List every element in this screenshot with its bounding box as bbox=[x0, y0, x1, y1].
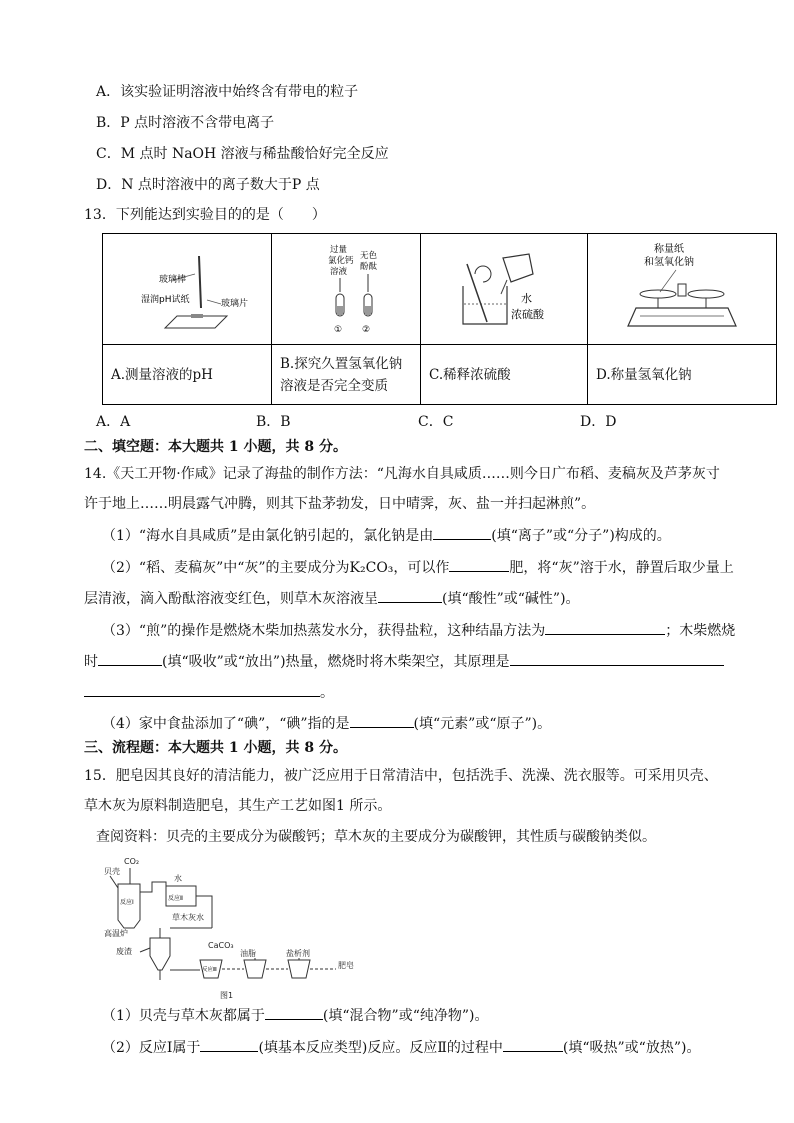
q14-blank-6[interactable] bbox=[510, 651, 724, 666]
svg-text:反应Ⅲ: 反应Ⅲ bbox=[202, 967, 217, 973]
svg-text:图1: 图1 bbox=[220, 991, 234, 1000]
q15-blank-3[interactable] bbox=[503, 1037, 563, 1052]
q13-cell-b-line1: B.探究久置氢氧化钠 bbox=[280, 355, 403, 372]
svg-text:②: ② bbox=[362, 325, 371, 335]
q13-choice-d: D．D bbox=[580, 414, 617, 430]
q13-image-c-cell bbox=[421, 234, 588, 345]
svg-text:高温炉: 高温炉 bbox=[104, 929, 128, 938]
q14-blank-7[interactable] bbox=[350, 713, 414, 728]
svg-text:草木灰水: 草木灰水 bbox=[172, 913, 204, 922]
q13-choice-a: A．A bbox=[96, 414, 131, 430]
q14-part4: （4）家中食盐添加了“碘”，“碘”指的是 (填“元素”或“原子”)。 bbox=[102, 713, 551, 734]
q15-part1: （1）贝壳与草木灰都属于 (填“混合物”或“纯净物”)。 bbox=[102, 1005, 488, 1026]
q14-part1: （1）“海水自具咸质”是由氯化钠引起的，氯化钠是由 (填“离子”或“分子”)构成的。 bbox=[102, 525, 671, 546]
q14-part2-line1: （2）“稻、麦稿灰”中“灰”的主要成分为K₂CO₃，可以作 肥，将“灰”溶于水，静置后取少量上 bbox=[102, 557, 734, 578]
q13-stem: 13．下列能达到实验目的的是（ ） bbox=[84, 207, 326, 223]
dilution-illustration bbox=[421, 234, 587, 340]
q12-option-a: A．该实验证明溶液中始终含有带电的粒子 bbox=[96, 84, 359, 100]
q14-blank-3[interactable] bbox=[378, 588, 442, 603]
soap-process-flowchart bbox=[100, 856, 364, 1002]
svg-text:油脂: 油脂 bbox=[240, 949, 256, 958]
svg-text:称量纸: 称量纸 bbox=[654, 244, 684, 255]
q15-reference-info: 查阅资料：贝壳的主要成分为碳酸钙；草木灰的主要成分为碳酸钾，其性质与碳酸钠类似。 bbox=[96, 829, 656, 845]
q13-cell-c: C.稀释浓硫酸 bbox=[421, 345, 588, 405]
svg-text:CaCO₃: CaCO₃ bbox=[208, 941, 234, 950]
q14-blank-1[interactable] bbox=[433, 525, 491, 540]
svg-text:和氢氧化钠: 和氢氧化钠 bbox=[644, 257, 694, 268]
q15-stem-line1: 15．肥皂因其良好的清洁能力，被广泛应用于日常清洁中，包括洗手、洗澡、洗衣服等。可采用贝壳、 bbox=[84, 768, 718, 784]
svg-text:盐析剂: 盐析剂 bbox=[286, 949, 310, 958]
section-2-heading: 二、填空题：本大题共 1 小题，共 8 分。 bbox=[84, 439, 347, 455]
q13-cell-b-line2: 溶液是否完全变质 bbox=[280, 377, 388, 394]
q13-choice-b: B．B bbox=[256, 414, 291, 430]
svg-text:无色: 无色 bbox=[360, 251, 378, 261]
q14-blank-4[interactable] bbox=[545, 620, 665, 635]
q15-blank-2[interactable] bbox=[200, 1037, 258, 1052]
svg-text:浓硫酸: 浓硫酸 bbox=[511, 308, 544, 321]
q13-cell-d: D.称量氢氧化钠 bbox=[588, 345, 777, 405]
svg-text:反应Ⅰ: 反应Ⅰ bbox=[120, 899, 134, 906]
svg-text:溶液: 溶液 bbox=[330, 267, 348, 277]
q12-option-d: D．N 点时溶液中的离子数大于P 点 bbox=[96, 177, 320, 193]
q14-part2-line2: 层清液，滴入酚酞溶液变红色，则草木灰溶液呈 (填“酸性”或“碱性”)。 bbox=[84, 588, 580, 609]
q14-stem-line1: 14.《天工开物·作咸》记录了海盐的制作方法：“凡海水自具咸质……则今日广布稻、麦稿灰及芦茅灰寸 bbox=[84, 466, 720, 482]
q14-blank-5[interactable] bbox=[98, 651, 162, 666]
test-tube-illustration bbox=[272, 234, 420, 340]
svg-text:贝壳: 贝壳 bbox=[104, 867, 120, 876]
svg-text:氯化钙: 氯化钙 bbox=[328, 256, 354, 266]
svg-text:过量: 过量 bbox=[330, 245, 348, 255]
q13-cell-b bbox=[272, 345, 421, 405]
ph-test-illustration bbox=[103, 234, 271, 340]
balance-illustration bbox=[588, 234, 776, 340]
q13-table bbox=[102, 233, 777, 405]
q15-stem-line2: 草木灰为原料制造肥皂，其生产工艺如图1 所示。 bbox=[84, 798, 392, 814]
svg-text:CO₂: CO₂ bbox=[124, 857, 140, 866]
svg-text:酚酞: 酚酞 bbox=[360, 262, 378, 272]
svg-text:废渣: 废渣 bbox=[116, 947, 132, 956]
q13-image-d-cell bbox=[588, 234, 777, 345]
q15-blank-1[interactable] bbox=[265, 1005, 323, 1020]
q14-part3-line3: 。 bbox=[84, 682, 334, 703]
q14-part3-line1: （3）“煎”的操作是燃烧木柴加热蒸发水分，获得盐粒，这种结晶方法为 ；木柴燃烧 bbox=[102, 620, 735, 641]
svg-text:水: 水 bbox=[174, 874, 182, 883]
svg-text:肥皂: 肥皂 bbox=[338, 961, 354, 970]
svg-text:水: 水 bbox=[521, 292, 532, 305]
q12-option-b: B．P 点时溶液不含带电离子 bbox=[96, 115, 275, 131]
q12-option-c: C．M 点时 NaOH 溶液与稀盐酸恰好完全反应 bbox=[96, 146, 389, 162]
svg-text:①: ① bbox=[334, 325, 343, 335]
q14-blank-2[interactable] bbox=[449, 557, 509, 572]
q13-image-b-cell bbox=[272, 234, 421, 345]
q13-choice-c: C．C bbox=[418, 414, 454, 430]
q15-part2: （2）反应Ⅰ属于 (填基本反应类型)反应。反应Ⅱ的过程中 (填“吸热”或“放热”)。 bbox=[102, 1037, 700, 1058]
section-3-heading: 三、流程题：本大题共 1 小题，共 8 分。 bbox=[84, 740, 347, 756]
svg-text:湿润pH试纸: 湿润pH试纸 bbox=[141, 295, 190, 305]
q14-stem-line2: 许于地上……明晨露气冲腾，则其下盐茅勃发，日中晴霁，灰、盐一并扫起淋煎”。 bbox=[84, 496, 596, 512]
q13-cell-a: A.测量溶液的pH bbox=[103, 345, 272, 405]
svg-text:玻璃棒: 玻璃棒 bbox=[159, 275, 187, 285]
q13-image-a-cell bbox=[103, 234, 272, 345]
svg-text:反应Ⅱ: 反应Ⅱ bbox=[168, 895, 183, 902]
q14-blank-6-cont[interactable] bbox=[84, 682, 320, 697]
svg-text:玻璃片: 玻璃片 bbox=[221, 299, 249, 309]
q14-part3-line2: 时 (填“吸收”或“放出”)热量，燃烧时将木柴架空，其原理是 bbox=[84, 651, 724, 672]
